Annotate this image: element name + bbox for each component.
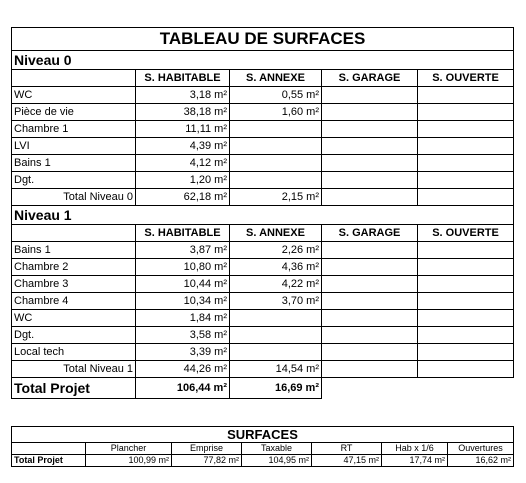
niveau0-total-row — [12, 189, 514, 206]
table-row — [12, 259, 514, 276]
room-label: WC — [12, 310, 136, 327]
total-hab: 44,26 m² — [136, 361, 230, 378]
garage-value — [322, 310, 418, 327]
surfaces-summary — [11, 426, 513, 467]
hab-value: 3,87 m² — [136, 242, 230, 259]
table-row — [12, 172, 514, 189]
column-header: S. HABITABLE — [136, 70, 230, 87]
hab-value: 4,39 m² — [136, 138, 230, 155]
hab-value: 1,84 m² — [136, 310, 230, 327]
ouverte-value — [418, 155, 514, 172]
surfaces-value: 104,95 m² — [242, 455, 312, 467]
hab-value: 3,39 m² — [136, 344, 230, 361]
garage-value — [322, 104, 418, 121]
column-header: S. ANNEXE — [230, 225, 322, 242]
annexe-value — [230, 327, 322, 344]
niveau0-columns-row — [12, 70, 514, 87]
niveau0-header-row — [12, 51, 514, 70]
annexe-value — [230, 172, 322, 189]
room-label: WC — [12, 87, 136, 104]
hab-value: 10,44 m² — [136, 276, 230, 293]
hab-value: 3,18 m² — [136, 87, 230, 104]
surfaces-column-header: RT — [312, 443, 382, 455]
ouverte-value — [418, 276, 514, 293]
surfaces-title: SURFACES — [12, 427, 514, 443]
ouverte-value — [418, 344, 514, 361]
ouverte-value — [418, 121, 514, 138]
column-header: S. GARAGE — [322, 225, 418, 242]
surfaces-values-row — [12, 455, 514, 467]
blank-cell — [12, 70, 136, 87]
surfaces-table — [11, 426, 514, 467]
hab-value: 38,18 m² — [136, 104, 230, 121]
annexe-value — [230, 121, 322, 138]
annexe-value: 3,70 m² — [230, 293, 322, 310]
table-row — [12, 344, 514, 361]
surfaces-value: 17,74 m² — [382, 455, 448, 467]
ouverte-value — [418, 172, 514, 189]
total-garage — [322, 189, 418, 206]
hab-value: 11,11 m² — [136, 121, 230, 138]
table-row — [12, 242, 514, 259]
table-row — [12, 293, 514, 310]
ouverte-value — [418, 293, 514, 310]
ouverte-value — [418, 138, 514, 155]
garage-value — [322, 344, 418, 361]
table-row — [12, 276, 514, 293]
surfaces-value: 47,15 m² — [312, 455, 382, 467]
total-projet-annexe: 16,69 m² — [230, 378, 322, 399]
total-ouverte — [418, 361, 514, 378]
column-header: S. HABITABLE — [136, 225, 230, 242]
ouverte-value — [418, 242, 514, 259]
garage-value — [322, 327, 418, 344]
niveau1-header-row — [12, 206, 514, 225]
hab-value: 10,80 m² — [136, 259, 230, 276]
hab-value: 1,20 m² — [136, 172, 230, 189]
total-annexe: 14,54 m² — [230, 361, 322, 378]
hab-value: 10,34 m² — [136, 293, 230, 310]
annexe-value — [230, 155, 322, 172]
annexe-value — [230, 138, 322, 155]
room-label: LVI — [12, 138, 136, 155]
total-ouverte — [418, 189, 514, 206]
niveau1-columns-row — [12, 225, 514, 242]
table-row — [12, 87, 514, 104]
ouverte-value — [418, 327, 514, 344]
hab-value: 3,58 m² — [136, 327, 230, 344]
surfaces-header-row — [12, 443, 514, 455]
total-label: Total Niveau 1 — [12, 361, 136, 378]
garage-value — [322, 121, 418, 138]
blank-cell — [12, 225, 136, 242]
room-label: Bains 1 — [12, 155, 136, 172]
level-title: Niveau 0 — [12, 51, 514, 70]
room-label: Dgt. — [12, 172, 136, 189]
column-header: S. OUVERTE — [418, 70, 514, 87]
annexe-value — [230, 344, 322, 361]
total-annexe: 2,15 m² — [230, 189, 322, 206]
table-title: TABLEAU DE SURFACES — [12, 28, 514, 51]
column-header: S. OUVERTE — [418, 225, 514, 242]
blank-cell — [12, 443, 86, 455]
level-title: Niveau 1 — [12, 206, 514, 225]
surfaces-column-header: Plancher — [86, 443, 172, 455]
surfaces-value: 16,62 m² — [448, 455, 514, 467]
surfaces-row-label: Total Projet — [12, 455, 86, 467]
room-label: Chambre 3 — [12, 276, 136, 293]
annexe-value — [230, 310, 322, 327]
niveau1-total-row — [12, 361, 514, 378]
room-label: Chambre 2 — [12, 259, 136, 276]
table-row — [12, 138, 514, 155]
total-garage — [322, 361, 418, 378]
surfaces-column-header: Ouvertures — [448, 443, 514, 455]
ouverte-value — [418, 104, 514, 121]
main-table — [11, 27, 514, 399]
table-row — [12, 121, 514, 138]
room-label: Chambre 4 — [12, 293, 136, 310]
surfaces-value: 100,99 m² — [86, 455, 172, 467]
room-label: Local tech — [12, 344, 136, 361]
garage-value — [322, 155, 418, 172]
table-row — [12, 104, 514, 121]
total-projet-hab: 106,44 m² — [136, 378, 230, 399]
table-row — [12, 310, 514, 327]
ouverte-value — [418, 259, 514, 276]
annexe-value: 4,22 m² — [230, 276, 322, 293]
title-row — [12, 28, 514, 51]
surfaces-column-header: Taxable — [242, 443, 312, 455]
total-projet-row — [12, 378, 514, 399]
ouverte-value — [418, 310, 514, 327]
annexe-value: 2,26 m² — [230, 242, 322, 259]
annexe-value: 4,36 m² — [230, 259, 322, 276]
garage-value — [322, 276, 418, 293]
table-row — [12, 155, 514, 172]
room-label: Dgt. — [12, 327, 136, 344]
total-projet-label: Total Projet — [12, 378, 136, 399]
total-label: Total Niveau 0 — [12, 189, 136, 206]
garage-value — [322, 293, 418, 310]
hab-value: 4,12 m² — [136, 155, 230, 172]
surface-table — [11, 27, 513, 399]
table-row — [12, 327, 514, 344]
annexe-value: 0,55 m² — [230, 87, 322, 104]
surfaces-title-row — [12, 427, 514, 443]
surfaces-column-header: Hab x 1/6 — [382, 443, 448, 455]
surfaces-column-header: Emprise — [172, 443, 242, 455]
garage-value — [322, 242, 418, 259]
room-label: Chambre 1 — [12, 121, 136, 138]
garage-value — [322, 172, 418, 189]
room-label: Bains 1 — [12, 242, 136, 259]
garage-value — [322, 259, 418, 276]
column-header: S. GARAGE — [322, 70, 418, 87]
annexe-value: 1,60 m² — [230, 104, 322, 121]
garage-value — [322, 138, 418, 155]
surfaces-value: 77,82 m² — [172, 455, 242, 467]
total-hab: 62,18 m² — [136, 189, 230, 206]
garage-value — [322, 87, 418, 104]
column-header: S. ANNEXE — [230, 70, 322, 87]
room-label: Pièce de vie — [12, 104, 136, 121]
ouverte-value — [418, 87, 514, 104]
